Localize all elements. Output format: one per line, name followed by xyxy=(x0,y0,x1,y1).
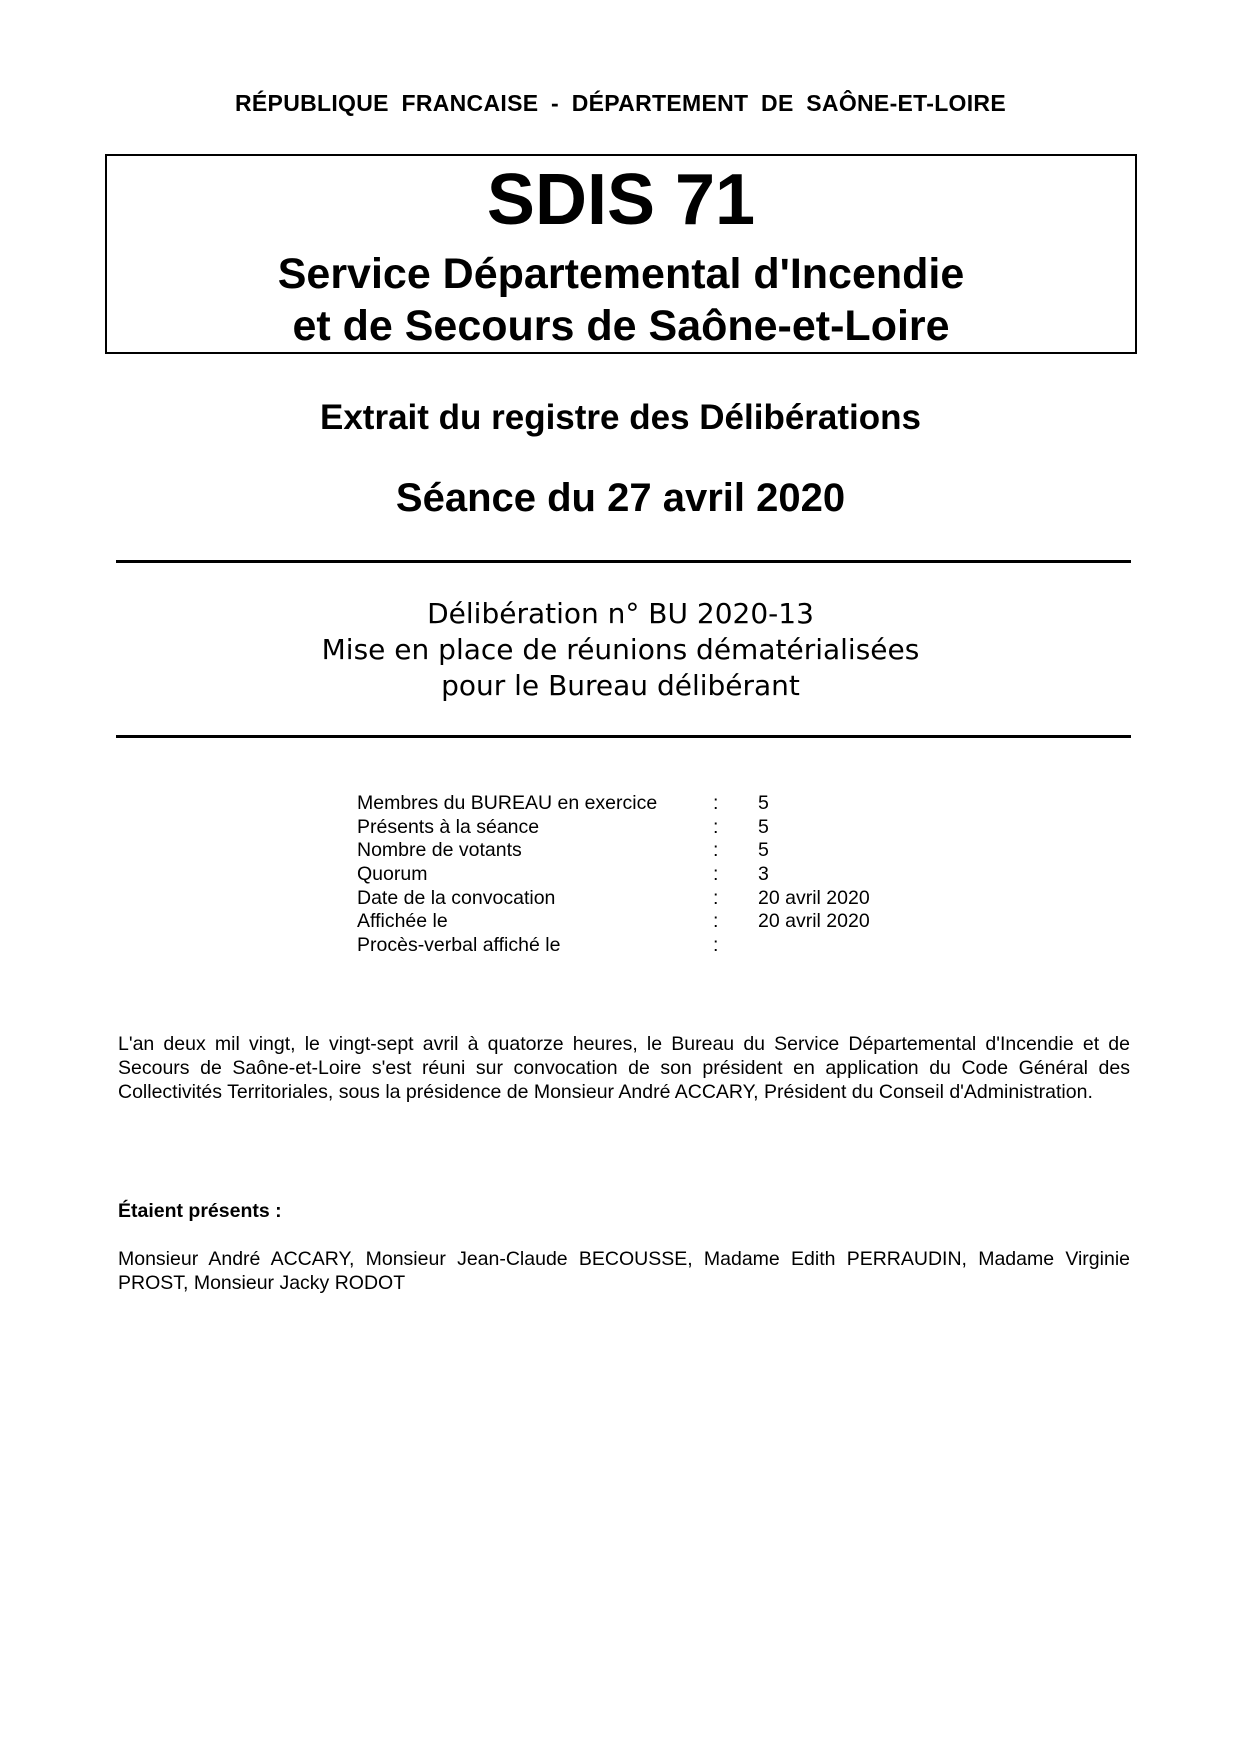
stat-value: 20 avril 2020 xyxy=(758,910,870,933)
stat-colon: : xyxy=(713,863,719,886)
deliberation-number: Délibération n° BU 2020-13 xyxy=(427,597,814,630)
deliberation-block xyxy=(0,596,1241,704)
stat-value: 5 xyxy=(758,792,769,814)
stat-colon: : xyxy=(713,934,719,957)
stat-label: Procès-verbal affiché le xyxy=(357,934,561,957)
title-box xyxy=(105,154,1137,354)
stat-value: 20 avril 2020 xyxy=(758,886,870,909)
stat-label: Affichée le xyxy=(357,910,448,933)
stat-colon: : xyxy=(713,910,719,933)
divider-bottom xyxy=(116,735,1131,738)
service-name-line1: Service Départemental d'Incendie xyxy=(277,250,965,298)
stat-value: 3 xyxy=(758,863,769,886)
deliberation-title-line2: pour le Bureau délibérant xyxy=(441,669,800,702)
stat-colon: : xyxy=(713,886,719,909)
stat-colon: : xyxy=(713,792,719,814)
stat-label: Quorum xyxy=(357,863,428,886)
presents-heading: Étaient présents : xyxy=(118,1200,282,1222)
sdis-title: SDIS 71 xyxy=(486,160,756,240)
service-name-line2: et de Secours de Saône-et-Loire xyxy=(292,302,950,350)
seance-date-heading: Séance du 27 avril 2020 xyxy=(395,476,846,520)
stat-value: 5 xyxy=(758,839,769,862)
extrait-heading: Extrait du registre des Délibérations xyxy=(319,398,921,437)
divider-top xyxy=(116,560,1131,563)
stat-value: 5 xyxy=(758,815,769,838)
deliberation-title-line1: Mise en place de réunions dématérialisées xyxy=(321,633,920,666)
present-members-list: Monsieur André ACCARY, Monsieur Jean-Claude BECOUSSE, Madame Edith PERRAUDIN, Madame Virginie PROST, Monsieur Jacky RODOT xyxy=(118,1248,1130,1294)
service-name xyxy=(107,248,1135,352)
republique-header: RÉPUBLIQUE FRANCAISE - DÉPARTEMENT DE SAÔNE-ET-LOIRE xyxy=(235,90,1006,116)
intro-paragraph: L'an deux mil vingt, le vingt-sept avril à quatorze heures, le Bureau du Service Départemental d'Incendie et de Secours de Saône-et-Loire s'est réuni sur convocation de son président en application du Code Général des Collectivités Territoriales, sous la présidence de Monsieur André ACCARY, Président du Conseil d'Administration. xyxy=(118,1033,1130,1103)
stat-colon: : xyxy=(713,839,719,862)
stat-label: Date de la convocation xyxy=(357,886,556,909)
stat-label: Membres du BUREAU en exercice xyxy=(357,792,658,814)
stat-colon: : xyxy=(713,815,719,838)
stat-label: Nombre de votants xyxy=(357,839,522,862)
stat-label: Présents à la séance xyxy=(357,815,540,838)
